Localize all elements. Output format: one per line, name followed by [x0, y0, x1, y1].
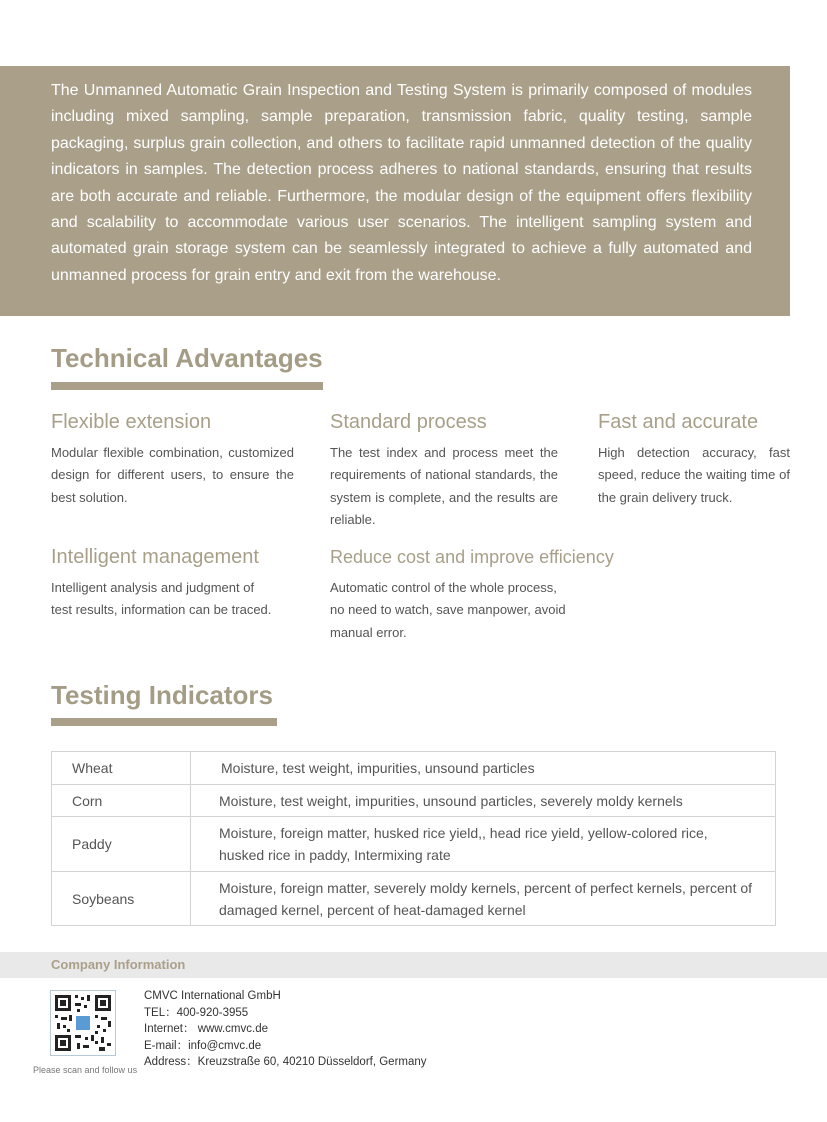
intro-text: The Unmanned Automatic Grain Inspection and Testing System is primarily composed of modules including mixed sampling, sample preparation, transmission fabric, quality testing, sample packaging, surplus grain collection, and others to facilitate rapid unmanned detection of the quality indicators in samples. The detection process adheres to national standards, ensuring that results are both accurate and reliable. Furthermore, the modular design of the equipment offers flexibility and scalability to accommodate various user scenarios. The intelligent sampling system and automated grain storage system can be seamlessly integrated to achieve a fully automated and unmanned process for grain entry and exit from the warehouse.: [51, 82, 752, 284]
advantage-flexible-extension: [51, 410, 294, 509]
company-email[interactable]: E-mail：info@cmvc.de: [144, 1039, 262, 1052]
crop-cell: Corn: [52, 785, 191, 817]
indicator-cell: Moisture, foreign matter, severely moldy kernels, percent of perfect kernels, percent of damaged kernel, percent of heat-damaged kernel: [191, 872, 776, 926]
advantage-fast-accurate: [598, 410, 790, 509]
advantage-title: Fast and accurate: [598, 411, 759, 433]
crop-cell: Wheat: [52, 752, 191, 785]
advantage-text: Modular flexible combination, customized design for different users, to ensure the best solution.: [51, 445, 294, 505]
qr-code-icon: [51, 991, 115, 1055]
table-row: [52, 817, 776, 872]
company-website[interactable]: Internet： www.cmvc.de: [144, 1023, 268, 1036]
company-name: CMVC International GmbH: [144, 990, 281, 1002]
advantage-text: Automatic control of the whole process, no need to watch, save manpower, avoid manual error.: [330, 580, 566, 640]
qr-code[interactable]: [50, 990, 116, 1056]
table-row: [52, 872, 776, 926]
advantage-text: The test index and process meet the requirements of national standards, the system is complete, and the results are reliable.: [330, 445, 558, 528]
indicator-cell: Moisture, foreign matter, husked rice yield,, head rice yield, yellow-colored rice, husked rice in paddy, Intermixing rate: [191, 817, 776, 872]
intro-panel: [0, 66, 790, 316]
table-row: [52, 785, 776, 817]
indicator-cell: Moisture, test weight, impurities, unsound particles, severely moldy kernels: [191, 785, 776, 817]
technical-advantages-title: Technical Advantages: [51, 343, 323, 373]
advantage-title: Reduce cost and improve efficiency: [330, 547, 614, 567]
company-contact: [144, 988, 427, 1071]
qr-scan-note: Please scan and follow us: [33, 1065, 138, 1075]
advantage-intelligent-management: [51, 545, 276, 622]
advantage-title: Standard process: [330, 411, 487, 433]
company-info-heading: Company Information: [51, 957, 186, 972]
testing-indicators-underline: [51, 718, 277, 726]
company-tel: TEL：400-920-3955: [144, 1006, 249, 1019]
advantage-title: Intelligent management: [51, 546, 259, 568]
company-address: Address：Kreuzstraße 60, 40210 Düsseldorf, Germany: [144, 1056, 427, 1069]
advantage-title: Flexible extension: [51, 411, 212, 433]
company-info-band: [0, 952, 827, 978]
advantage-text: Intelligent analysis and judgment of test results, information can be traced.: [51, 580, 272, 618]
crop-cell: Soybeans: [52, 872, 191, 926]
indicators-table: [51, 751, 776, 926]
testing-indicators-title: Testing Indicators: [51, 680, 273, 710]
indicator-cell: Moisture, test weight, impurities, unsound particles: [191, 752, 776, 785]
table-row: [52, 752, 776, 785]
advantage-standard-process: [330, 410, 558, 532]
technical-advantages-underline: [51, 382, 323, 390]
advantage-reduce-cost: [330, 545, 630, 644]
crop-cell: Paddy: [52, 817, 191, 872]
advantage-text: High detection accuracy, fast speed, reduce the waiting time of the grain delivery truck.: [598, 445, 790, 505]
